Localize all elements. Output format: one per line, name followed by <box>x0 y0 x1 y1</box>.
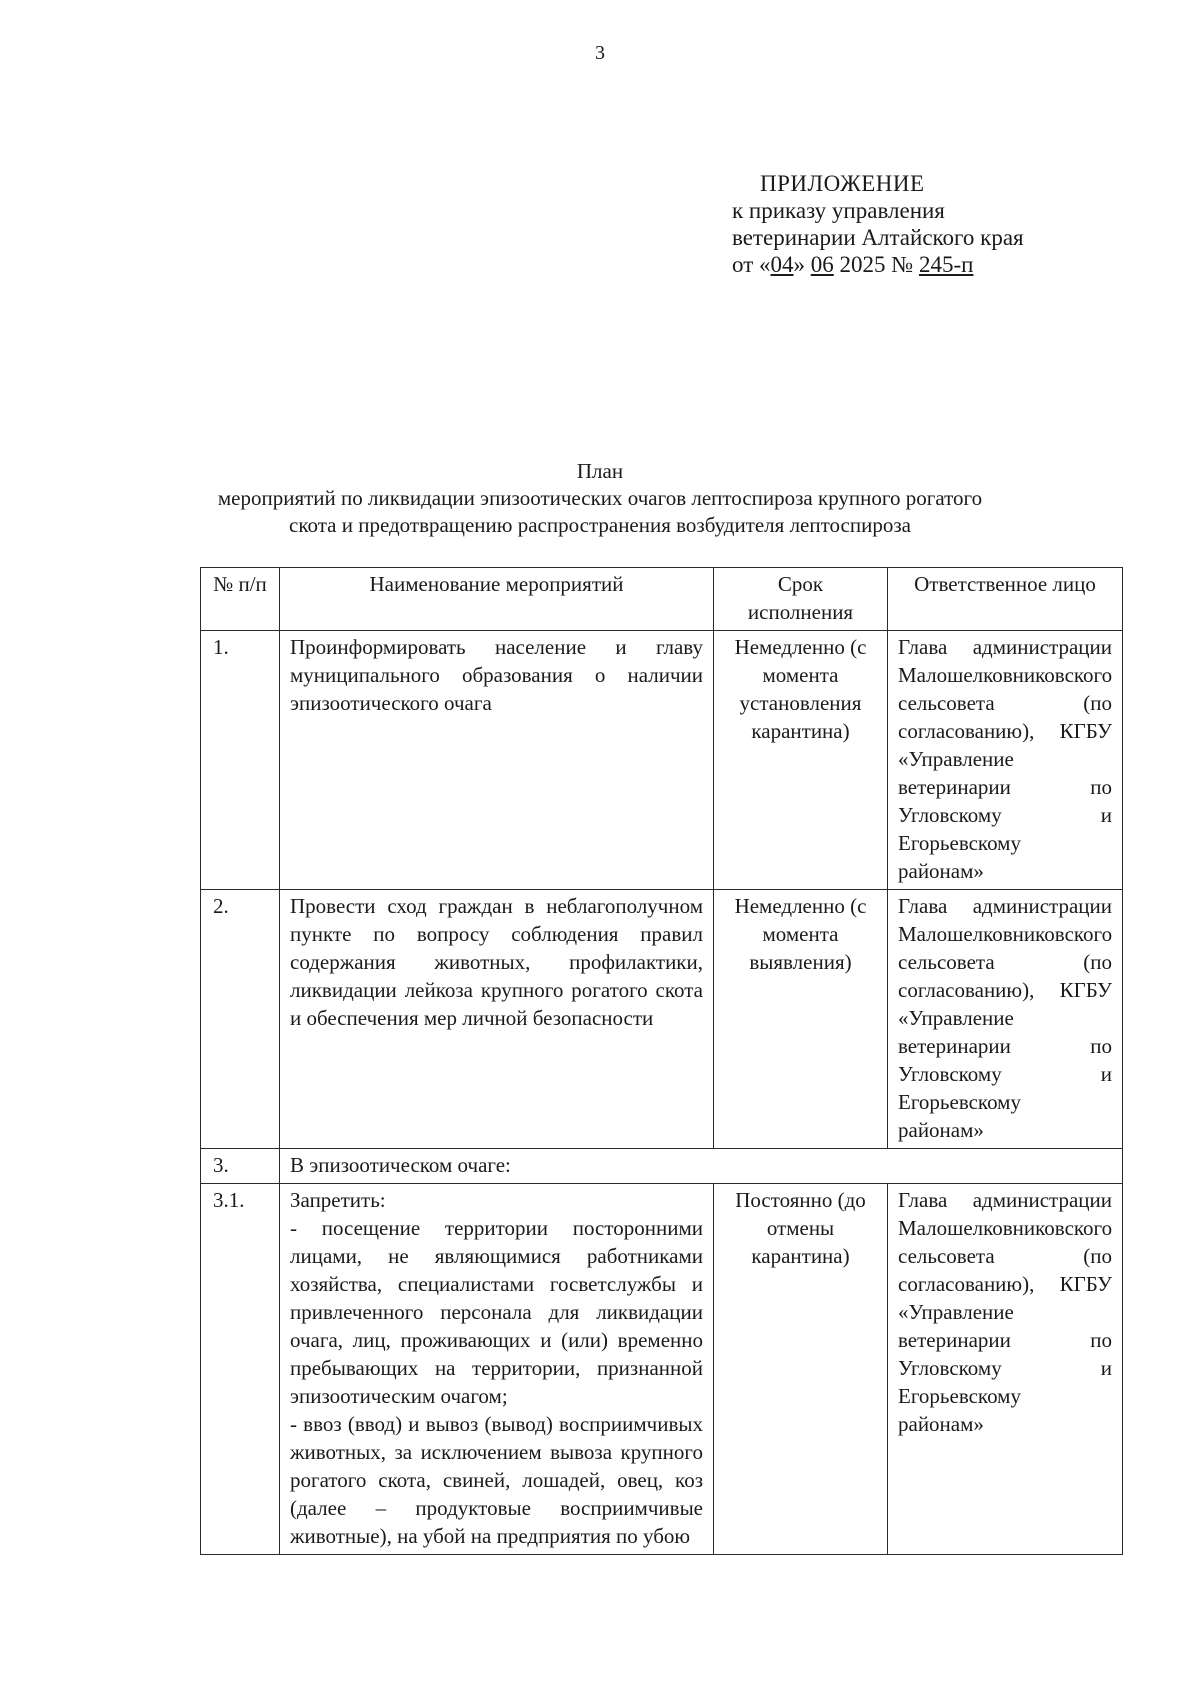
table-row <box>201 890 1123 1149</box>
table-row <box>201 1184 1123 1555</box>
appendix-date-line <box>732 251 1024 278</box>
date-day: 04 <box>770 252 794 277</box>
row-3-name: В эпизоотическом очаге: <box>280 1149 1123 1184</box>
plan-subtitle-line-2: скота и предотвращению распространения возбудителя лептоспироза <box>289 513 911 537</box>
row-2-name: Провести сход граждан в неблагополучном пункте по вопросу соблюдения правил содержания животных, профилактики, ликвидации лейкоза крупного рогатого скота и обеспечения мер личной безопасности <box>280 890 714 1149</box>
date-month: 06 <box>810 252 834 277</box>
row-4-responsible: Глава администрации Малошелковниковского сельсовета (по согласованию), КГБУ «Управление ветеринарии по Угловскому и Егорьевскому районам» <box>888 1184 1123 1555</box>
header-num: № п/п <box>201 568 280 631</box>
plan-heading <box>0 458 1200 539</box>
row-4-term: Постоянно (до отмены карантина) <box>714 1184 888 1555</box>
row-3-num: 3. <box>201 1149 280 1184</box>
appendix-title: ПРИЛОЖЕНИЕ <box>760 171 925 196</box>
row-2-num: 2. <box>201 890 280 1149</box>
row-2-responsible: Глава администрации Малошелковниковского сельсовета (по согласованию), КГБУ «Управление ветеринарии по Угловскому и Егорьевскому районам» <box>888 890 1123 1149</box>
order-number: 245-п <box>918 252 974 277</box>
row-1-responsible: Глава администрации Малошелковниковского сельсовета (по согласованию), КГБУ «Управление ветеринарии по Угловскому и Егорьевскому районам» <box>888 631 1123 890</box>
row-2-term: Немедленно (с момента выявления) <box>714 890 888 1149</box>
appendix-line-2: ветеринарии Алтайского края <box>732 225 1024 250</box>
date-mid: » <box>793 252 811 277</box>
plan-table <box>200 567 1123 1555</box>
plan-subtitle-line-1: мероприятий по ликвидации эпизоотических очагов лептоспироза крупного рогатого <box>217 486 983 510</box>
header-responsible: Ответственное лицо <box>888 568 1123 631</box>
row-4-num: 3.1. <box>201 1184 280 1555</box>
page-number: 3 <box>595 42 605 64</box>
row-1-name: Проинформировать население и главу муниципального образования о наличии эпизоотического очага <box>280 631 714 890</box>
table-row <box>201 631 1123 890</box>
header-term: Срок исполнения <box>714 568 888 631</box>
table-header-row <box>201 568 1123 631</box>
row-1-term: Немедленно (с момента установления карантина) <box>714 631 888 890</box>
appendix-line-1: к приказу управления <box>732 198 945 223</box>
date-prefix: от « <box>732 252 771 277</box>
row-1-num: 1. <box>201 631 280 890</box>
appendix-header <box>732 170 1024 278</box>
header-name: Наименование мероприятий <box>280 568 714 631</box>
table-row <box>201 1149 1123 1184</box>
date-year: 2025 № <box>833 252 919 277</box>
row-4-name: Запретить: - посещение территории посторонними лицами, не являющимися работниками хозяйства, специалистами госветслужбы и привлеченного персонала для ликвидации очага, лиц, проживающих и (или) временно пребывающих на территории, признанной эпизоотическим очагом; - ввоз (ввод) и вывоз (вывод) восприимчивых животных, за исключением вывоза крупного рогатого скота, свиней, лошадей, овец, коз (далее – продуктовые восприимчивые животные), на убой на предприятия по убою <box>280 1184 714 1555</box>
plan-title: План <box>576 459 624 483</box>
